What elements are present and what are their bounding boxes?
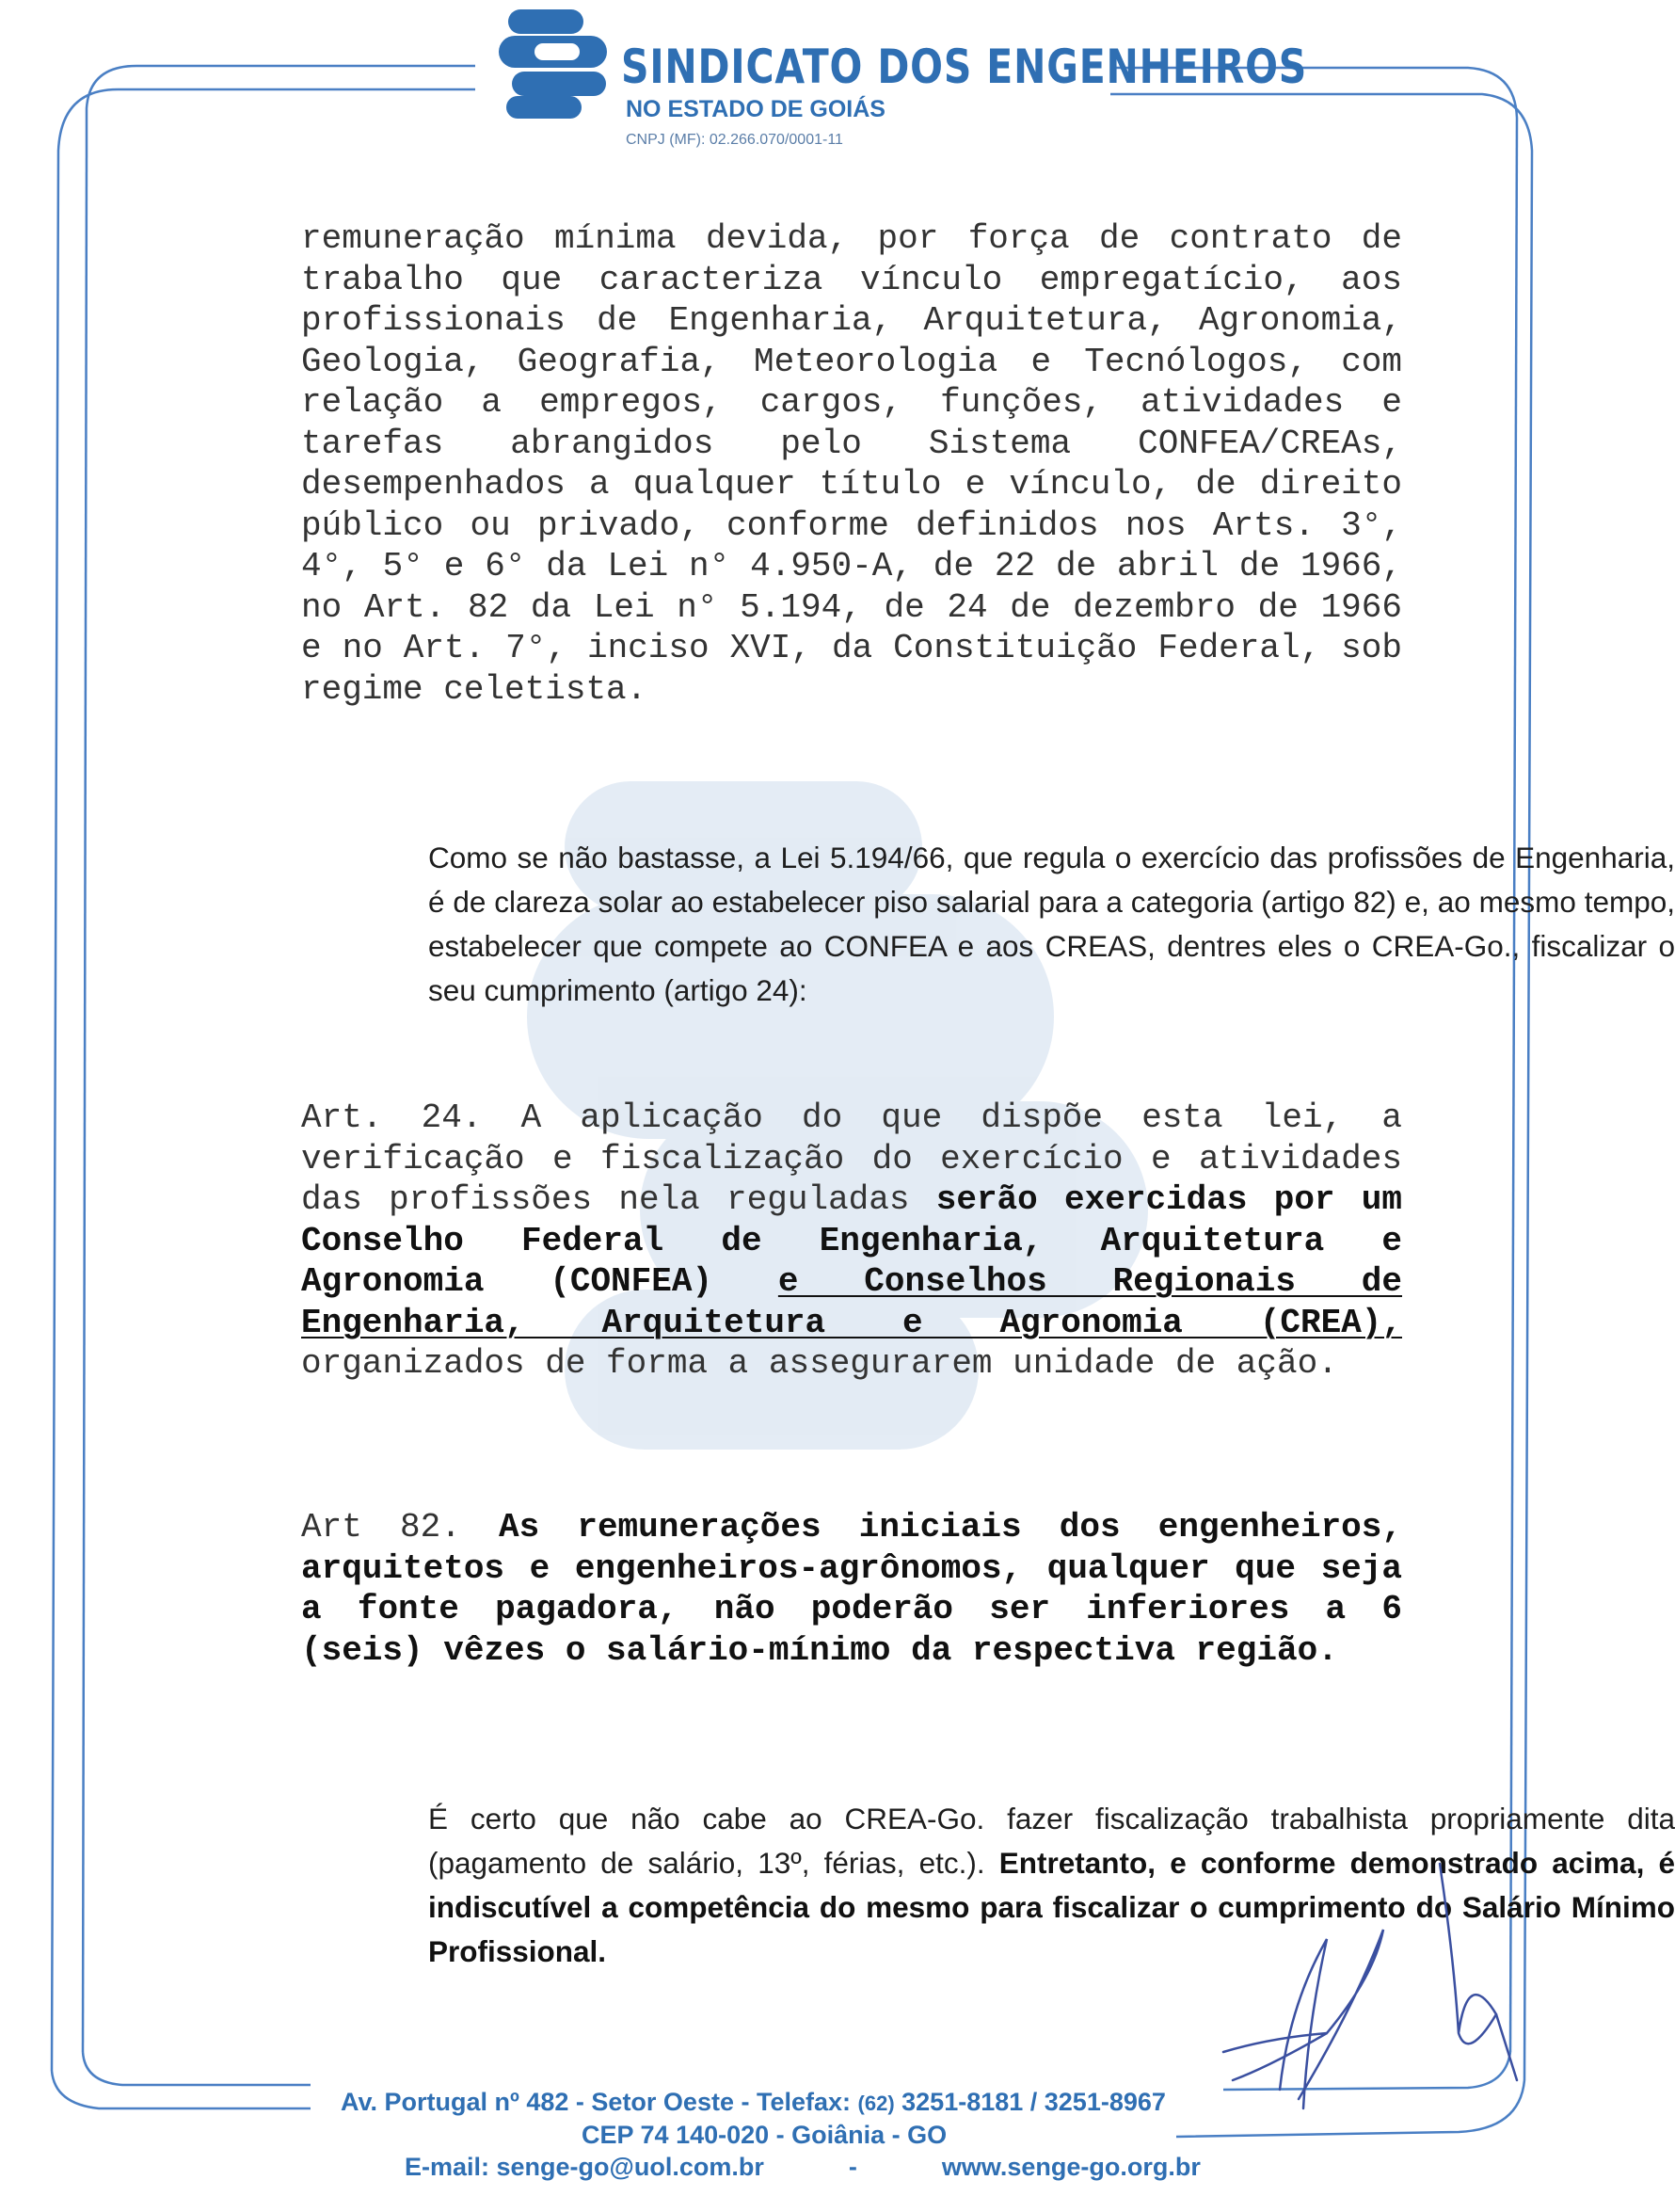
art-24-bold-text: serão exercidas por um Conselho Federal de Engenharia, Arquitetura e Agronomia (CONFEA) (301, 1180, 1403, 1301)
footer-address-text: Av. Portugal nº 482 - Setor Oeste - Telefax: (341, 2088, 858, 2116)
art-24-text: Art. 24. A aplicação do que dispõe esta lei, a verificação e fiscalização do exercício e atividades das profissões nela reguladas (301, 1098, 1402, 1219)
footer-address (341, 2088, 1166, 2117)
footer-separator: - (848, 2153, 857, 2181)
conclusion-bold-text: Entretanto, e conforme demonstrado acima, é indiscutível a competência do mesmo para fiscalizar o cumprimento do Salário Mínimo Profissional. (428, 1846, 1675, 1968)
org-name: SINDICATO DOS ENGENHEIROS (621, 40, 1308, 94)
org-cnpj: CNPJ (MF): 02.266.070/0001-11 (626, 132, 843, 148)
quote-block-art-24 (301, 1098, 1402, 1385)
quote-block-art-82 (301, 1507, 1402, 1671)
org-state: NO ESTADO DE GOIÁS (626, 96, 885, 122)
footer-contact (405, 2153, 1201, 2181)
paragraph-law-5194: Como se não bastasse, a Lei 5.194/66, que regula o exercício das profissões de Engenharia, é de clareza solar ao estabelecer piso salarial para a categoria (artigo 82) e, ao mesmo tempo, estabelecer que compete ao CONFEA e aos CREAS, dentres eles o CREA-Go., fiscalizar o seu cumprimento (artigo 24): (428, 841, 1675, 1007)
footer-phones: 3251-8181 / 3251-8967 (894, 2088, 1166, 2116)
footer-email: E-mail: senge-go@uol.com.br (405, 2153, 764, 2181)
conclusion-text: É certo que não cabe ao CREA-Go. fazer fiscalização trabalhista propriamente dita (pagamento de salário, 13º, férias, etc.). (428, 1802, 1675, 1880)
quote-block-salary-law: remuneração mínima devida, por força de contrato de trabalho que caracteriza vínculo empregatício, aos profissionais de Engenharia, Arquitetura, Agronomia, Geologia, Geografia, Meteorologia e Tecnólogos, com relação a empregos, cargos, funções, atividades e tarefas abrangidos pelo Sistema CONFEA/CREAs, desempenhados a qualquer título e vínculo, de direito público ou privado, conforme definidos nos Arts. 3°, 4°, 5° e 6° da Lei n° 4.950-A, de 22 de abril de 1966, no Art. 82 da Lei n° 5.194, de 24 de dezembro de 1966 e no Art. 7°, inciso XVI, da Constituição Federal, sob regime celetista. (301, 219, 1402, 709)
art-82-label: Art 82. (301, 1508, 499, 1547)
art-82-bold-text: As remunerações iniciais dos engenheiros, arquitetos e engenheiros-agrônomos, qualquer que seja a fonte pagadora, não poderão ser inferiores a 6 (seis) vêzes o salário-mínimo da respectiva região. (301, 1508, 1402, 1670)
footer-area-code: (62) (857, 2092, 895, 2115)
art-24-underlined-text: e Conselhos Regionais de Engenharia, Arquitetura e Agronomia (CREA), (301, 1262, 1403, 1342)
handwritten-initials (1214, 1864, 1534, 2137)
footer-cep-city: CEP 74 140-020 - Goiânia - GO (582, 2121, 948, 2149)
footer-website: www.senge-go.org.br (941, 2153, 1201, 2181)
art-24-tail-text: organizados de forma a assegurarem unidade de ação. (301, 1344, 1338, 1383)
sindicato-logo-icon (499, 8, 612, 120)
